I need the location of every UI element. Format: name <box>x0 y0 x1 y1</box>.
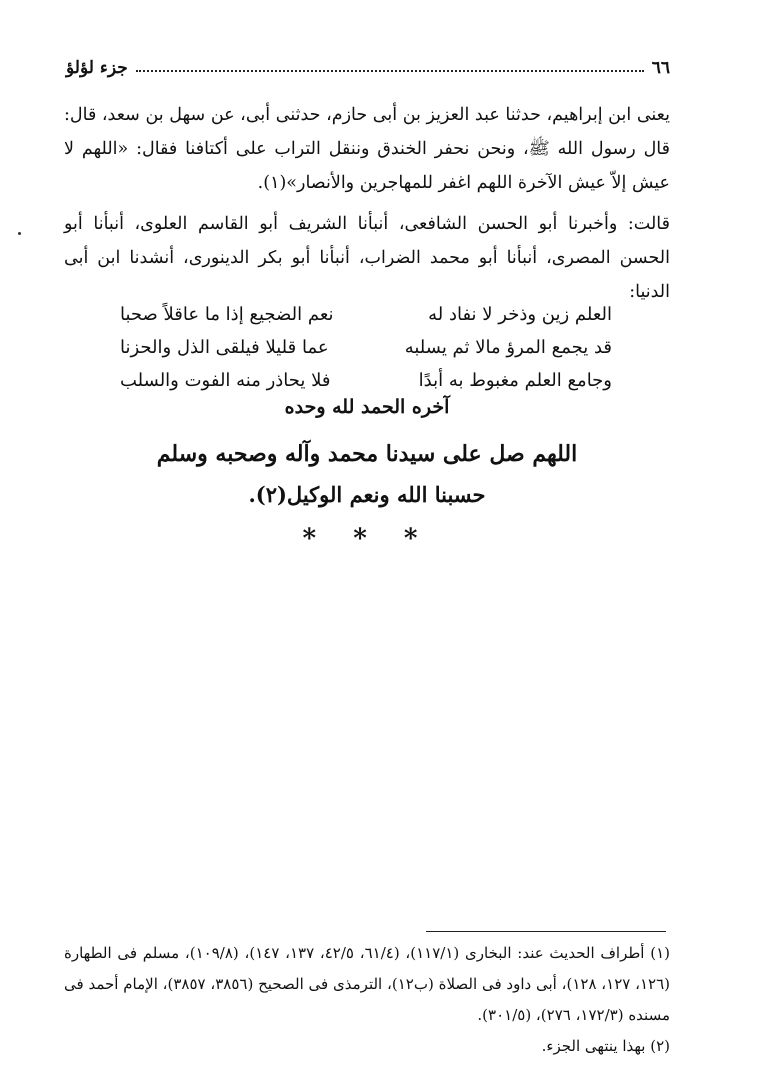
section-stars: * * * <box>302 524 432 554</box>
verse-second-hemistich: نعم الضجيع إذا ما عاقلاً صحبا <box>120 304 334 325</box>
verse-first-hemistich: العلم زين وذخر لا نفاد له <box>428 304 612 325</box>
closing-line-1: آخره الحمد لله وحده <box>284 396 450 418</box>
body-paragraph-2: قالت: وأخبرنا أبو الحسن الشافعى، أنبأنا الشريف أبو القاسم العلوى، أنبأنا أبو الحسن المصرى، أنبأنا أبو محمد الضراب، أنبأنا أبو بكر الدينورى، أنشدنا ابن أبى الدنيا: <box>64 213 670 302</box>
poem-verse <box>120 298 612 331</box>
footnotes <box>64 938 670 1062</box>
margin-speck <box>18 232 21 235</box>
poem <box>120 298 612 397</box>
closing-line-2: اللهم صل على سيدنا محمد وآله وصحبه وسلم <box>156 441 578 467</box>
header-title: جزء لؤلؤ <box>66 58 128 78</box>
footnote-1: (١) أطراف الحديث عند: البخارى (١١٧/١)، (٦١/٤، ٤٢/٥، ١٣٧، ١٤٧)، (١٠٩/٨)، مسلم فى الطهارة (١٢٦، ١٢٧، ١٢٨)، أبى داود فى الصلاة (ب١٢)، الترمذى فى الصحيح (٣٨٥٦، ٣٨٥٧)، الإمام أحمد فى مسنده (١٧٢/٣، ٢٧٦)، (٣٠١/٥). <box>64 944 670 1024</box>
body-paragraph-1: يعنى ابن إبراهيم، حدثنا عبد العزيز بن أبى حازم، حدثنى أبى، عن سهل بن سعد، قال: قال رسول الله ﷺ، ونحن نحفر الخندق وننقل التراب على أكتافنا فقال: «اللهم لا عيش إلاّ عيش الآخرة اللهم اغفر للمهاجرين والأنصار»(١). <box>64 104 670 193</box>
header-dotted-rule <box>136 70 644 72</box>
verse-second-hemistich: فلا يحاذر منه الفوت والسلب <box>120 370 331 391</box>
footnote-2: (٢) بهذا ينتهى الجزء. <box>541 1037 670 1055</box>
verse-first-hemistich: قد يجمع المرؤ مالا ثم يسلبه <box>404 337 612 358</box>
poem-verse <box>120 331 612 364</box>
page-header <box>66 44 670 78</box>
poem-verse <box>120 364 612 397</box>
footnote-rule <box>426 931 666 932</box>
page-number: ٦٦ <box>651 58 670 78</box>
verse-first-hemistich: وجامع العلم مغبوط به أبدًا <box>418 370 612 391</box>
closing-line-3: حسبنا الله ونعم الوكيل(٢). <box>248 482 486 507</box>
verse-second-hemistich: عما قليلا فيلقى الذل والحزنا <box>120 337 329 358</box>
